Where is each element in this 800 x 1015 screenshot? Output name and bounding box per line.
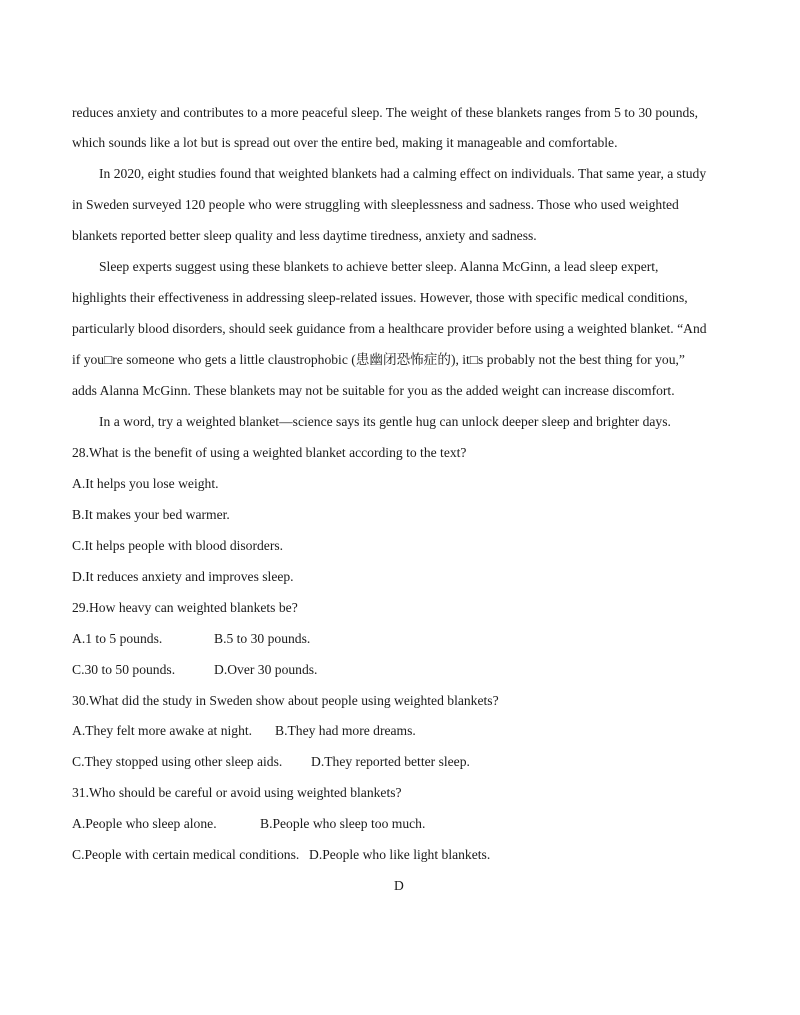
option-b: B.People who sleep too much. bbox=[260, 816, 426, 831]
option-c: C.30 to 50 pounds. bbox=[72, 662, 176, 677]
option-a: A.1 to 5 pounds. bbox=[72, 631, 163, 646]
question-stem: 31.Who should be careful or avoid using weighted blankets? bbox=[72, 785, 402, 800]
option-a: A.People who sleep alone. bbox=[72, 816, 217, 831]
question-stem: 30.What did the study in Sweden show about people using weighted blankets? bbox=[72, 693, 499, 708]
passage-line: In 2020, eight studies found that weighted blankets had a calming effect on individuals. That same year, a study bbox=[99, 166, 707, 181]
option-a: A.They felt more awake at night. bbox=[72, 723, 253, 738]
option-d: D.Over 30 pounds. bbox=[214, 662, 318, 677]
passage-line: reduces anxiety and contributes to a more peaceful sleep. The weight of these blankets ranges from 5 to 30 pounds, bbox=[72, 105, 699, 120]
passage-line: which sounds like a lot but is spread out over the entire bed, making it manageable and comfortable. bbox=[72, 135, 618, 150]
question-stem: 29.How heavy can weighted blankets be? bbox=[72, 600, 298, 615]
option-b: B.It makes your bed warmer. bbox=[72, 507, 230, 522]
option-c: C.People with certain medical conditions. bbox=[72, 847, 300, 862]
option-d: D.It reduces anxiety and improves sleep. bbox=[72, 569, 294, 584]
option-b: B.They had more dreams. bbox=[275, 723, 416, 738]
option-c: C.It helps people with blood disorders. bbox=[72, 538, 284, 553]
option-a: A.It helps you lose weight. bbox=[72, 476, 219, 491]
passage-line: adds Alanna McGinn. These blankets may not be suitable for you as the added weight can increase discomfort. bbox=[72, 383, 675, 398]
option-b: B.5 to 30 pounds. bbox=[214, 631, 311, 646]
passage-line: Sleep experts suggest using these blankets to achieve better sleep. Alanna McGinn, a lead sleep expert, bbox=[99, 259, 659, 274]
option-c: C.They stopped using other sleep aids. bbox=[72, 754, 283, 769]
option-d: D.People who like light blankets. bbox=[309, 847, 491, 862]
section-heading: D bbox=[394, 878, 404, 893]
passage-line: particularly blood disorders, should seek guidance from a healthcare provider before using a weighted blanket. “And bbox=[72, 321, 707, 336]
question-stem: 28.What is the benefit of using a weighted blanket according to the text? bbox=[72, 445, 467, 460]
passage-line: if you□re someone who gets a little claustrophobic (患幽闭恐怖症的), it□s probably not the best thing for you,” bbox=[72, 352, 685, 367]
passage-line: highlights their effectiveness in addressing sleep-related issues. However, those with specific medical conditions, bbox=[72, 290, 688, 305]
passage-line: In a word, try a weighted blanket—science says its gentle hug can unlock deeper sleep and brighter days. bbox=[99, 414, 671, 429]
passage-line: in Sweden surveyed 120 people who were struggling with sleeplessness and sadness. Those who used weighted bbox=[72, 197, 679, 212]
passage-line: blankets reported better sleep quality and less daytime tiredness, anxiety and sadness. bbox=[72, 228, 537, 243]
option-d: D.They reported better sleep. bbox=[311, 754, 470, 769]
